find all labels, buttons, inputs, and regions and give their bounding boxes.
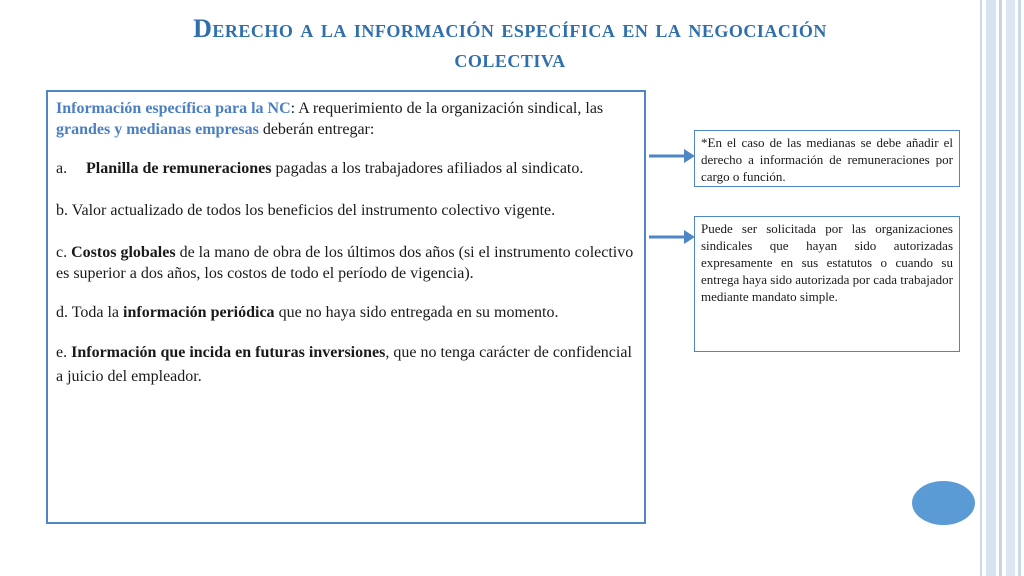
slide-title: Derecho a la información específica en la negociación colectiva [193,14,827,73]
list-item-e [56,341,634,389]
item-bold: Costos globales [71,244,176,261]
main-content-box [46,90,646,524]
intro-heading: Información específica para la NC [56,100,291,117]
item-bold: información periódica [123,304,275,321]
note-medianas-box: *En el caso de las medianas se debe añadir el derecho a información de remuneraciones por cargo o función. [694,130,960,187]
arrow-right-icon [648,227,696,247]
note-solicitud-box: Puede ser solicitada por las organizaciones sindicales que hayan sido autorizadas expresamente en sus estatutos o cuando su entrega haya sido autorizada por cada trabajador mediante mandato simple. [694,216,960,352]
list-item-d [56,302,634,323]
decor-circle [912,481,975,525]
intro-text: : A requerimiento de la organización sindical, las [290,100,604,117]
item-bold: Planilla de remuneraciones [86,160,272,177]
list-marker: e. [56,344,72,361]
item-bold: Información que incida en futuras inversiones [71,344,386,361]
decor-stripe [1018,0,1021,576]
decor-stripe [986,0,996,576]
item-text: que no haya sido entregada en su momento. [274,304,559,321]
item-text: pagadas a los trabajadores afiliados al sindicato. [271,160,584,177]
list-item-a [56,158,634,179]
intro-highlight: grandes y medianas empresas [56,121,259,138]
list-item-c [56,242,634,284]
intro-paragraph [56,98,634,140]
item-text: , que no tenga carácter de confidencial a juicio del empleador. [56,344,632,385]
item-text: de la mano de obra de los últimos dos años (si el instrumento colectivo es superior a dos años, los costos de todo el período de vigencia). [56,244,634,282]
decor-stripe [980,0,982,576]
list-marker: a. [56,160,68,177]
arrow-right-icon [648,146,696,166]
decor-stripe [1006,0,1015,576]
list-marker: d. Toda la [56,304,124,321]
decor-stripe [999,0,1002,576]
intro-text-end: deberán entregar: [258,121,375,138]
list-item-text [86,158,583,179]
list-marker: c. [56,244,72,261]
list-item-b: b. Valor actualizado de todos los beneficios del instrumento colectivo vigente. [56,202,556,219]
